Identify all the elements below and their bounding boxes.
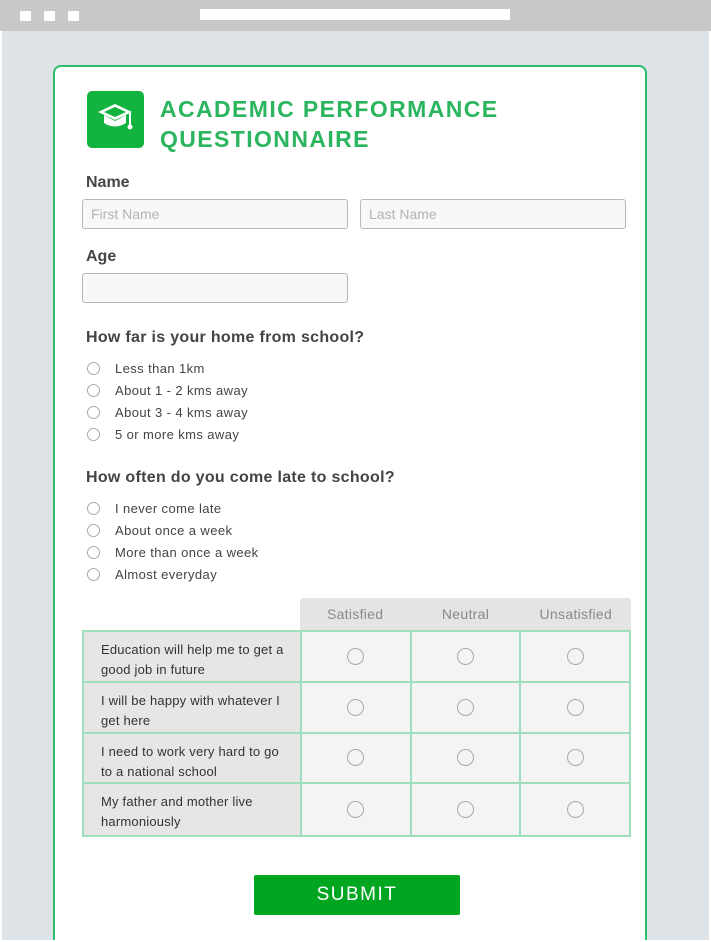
radio-button[interactable] bbox=[87, 568, 100, 581]
list-item[interactable] bbox=[87, 563, 259, 585]
matrix-column-header: Satisfied bbox=[326, 606, 384, 622]
address-bar[interactable] bbox=[200, 9, 510, 20]
page-viewport bbox=[2, 31, 709, 940]
graduation-cap-icon bbox=[87, 91, 144, 148]
matrix-statement: Education will help me to get a good job in future bbox=[84, 632, 300, 681]
matrix-column-header: Neutral bbox=[441, 606, 490, 622]
matrix-cell[interactable] bbox=[300, 632, 410, 681]
lateness-options bbox=[87, 497, 259, 585]
age-input[interactable] bbox=[82, 273, 348, 303]
list-item[interactable] bbox=[87, 423, 248, 445]
radio-button[interactable] bbox=[87, 384, 100, 397]
matrix-cell[interactable] bbox=[519, 683, 629, 732]
list-item[interactable] bbox=[87, 401, 248, 423]
option-label: Almost everyday bbox=[115, 566, 218, 582]
list-item[interactable] bbox=[87, 541, 259, 563]
matrix-cell[interactable] bbox=[410, 734, 520, 783]
matrix-statement: I need to work very hard to go to a national school bbox=[84, 734, 300, 783]
window-dot bbox=[44, 11, 55, 21]
first-name-input[interactable] bbox=[82, 199, 348, 229]
satisfaction-matrix bbox=[82, 630, 631, 837]
matrix-cell[interactable] bbox=[519, 632, 629, 681]
list-item[interactable] bbox=[87, 519, 259, 541]
matrix-cell[interactable] bbox=[410, 632, 520, 681]
list-item[interactable] bbox=[87, 497, 259, 519]
radio-button[interactable] bbox=[87, 428, 100, 441]
radio-button[interactable] bbox=[567, 648, 584, 665]
question-lateness: How often do you come late to school? bbox=[86, 469, 395, 486]
radio-button[interactable] bbox=[347, 699, 364, 716]
radio-button[interactable] bbox=[87, 362, 100, 375]
age-label: Age bbox=[86, 248, 117, 265]
title-line-1: ACADEMIC PERFORMANCE bbox=[160, 96, 499, 122]
option-label: About 3 - 4 kms away bbox=[115, 404, 248, 420]
table-row bbox=[84, 632, 629, 683]
option-label: More than once a week bbox=[115, 544, 259, 560]
matrix-statement: My father and mother live harmoniously bbox=[84, 784, 300, 835]
window-dot bbox=[20, 11, 31, 21]
browser-chrome bbox=[0, 0, 711, 31]
radio-button[interactable] bbox=[457, 699, 474, 716]
radio-button[interactable] bbox=[347, 801, 364, 818]
matrix-statement: I will be happy with whatever I get here bbox=[84, 683, 300, 732]
radio-button[interactable] bbox=[87, 406, 100, 419]
matrix-cell[interactable] bbox=[519, 784, 629, 835]
radio-button[interactable] bbox=[457, 749, 474, 766]
submit-button[interactable]: SUBMIT bbox=[254, 875, 460, 915]
radio-button[interactable] bbox=[567, 801, 584, 818]
option-label: About once a week bbox=[115, 522, 233, 538]
questionnaire-form bbox=[53, 65, 647, 940]
matrix-header bbox=[300, 598, 631, 630]
matrix-cell[interactable] bbox=[300, 683, 410, 732]
option-label: Less than 1km bbox=[115, 360, 205, 376]
window-dot bbox=[68, 11, 79, 21]
table-row bbox=[84, 734, 629, 785]
option-label: 5 or more kms away bbox=[115, 426, 240, 442]
last-name-input[interactable] bbox=[360, 199, 626, 229]
list-item[interactable] bbox=[87, 379, 248, 401]
matrix-cell[interactable] bbox=[300, 784, 410, 835]
matrix-cell[interactable] bbox=[300, 734, 410, 783]
radio-button[interactable] bbox=[87, 524, 100, 537]
option-label: About 1 - 2 kms away bbox=[115, 382, 248, 398]
name-label: Name bbox=[86, 174, 130, 191]
list-item[interactable] bbox=[87, 357, 248, 379]
matrix-cell[interactable] bbox=[410, 784, 520, 835]
radio-button[interactable] bbox=[87, 502, 100, 515]
radio-button[interactable] bbox=[567, 749, 584, 766]
matrix-cell[interactable] bbox=[519, 734, 629, 783]
matrix-cell[interactable] bbox=[410, 683, 520, 732]
table-row bbox=[84, 784, 629, 835]
page-title bbox=[160, 94, 499, 154]
radio-button[interactable] bbox=[87, 546, 100, 559]
option-label: I never come late bbox=[115, 500, 222, 516]
title-line-2: QUESTIONNAIRE bbox=[160, 126, 370, 152]
distance-options bbox=[87, 357, 248, 445]
radio-button[interactable] bbox=[347, 648, 364, 665]
radio-button[interactable] bbox=[347, 749, 364, 766]
matrix-column-header: Unsatisfied bbox=[539, 606, 613, 622]
question-distance: How far is your home from school? bbox=[86, 329, 365, 346]
table-row bbox=[84, 683, 629, 734]
radio-button[interactable] bbox=[567, 699, 584, 716]
radio-button[interactable] bbox=[457, 648, 474, 665]
radio-button[interactable] bbox=[457, 801, 474, 818]
